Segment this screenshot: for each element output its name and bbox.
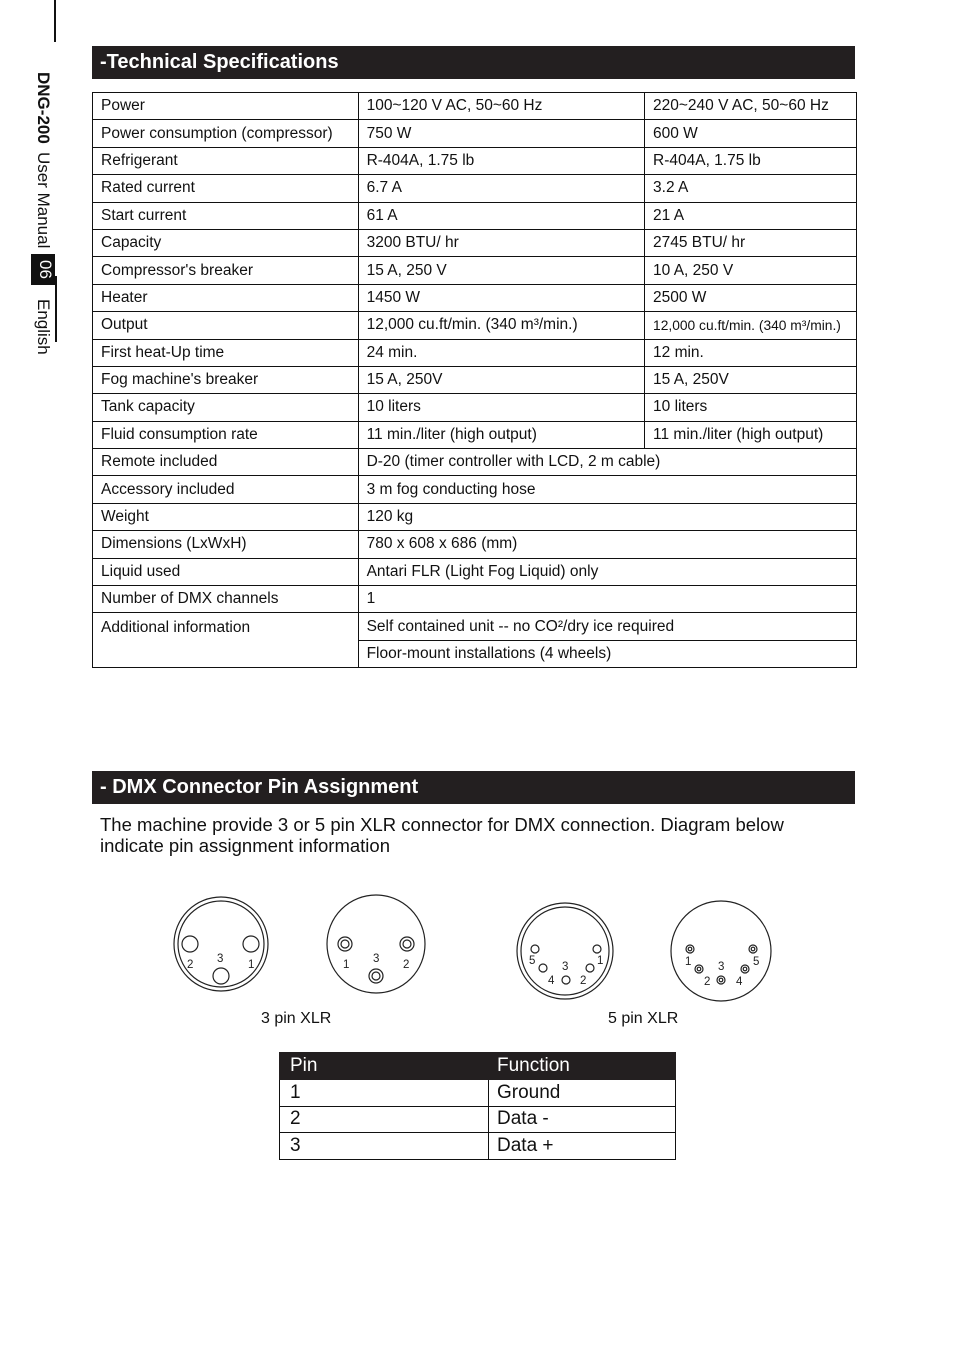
spec-value-cell: Floor-mount installations (4 wheels) — [358, 640, 856, 667]
spec-value-cell-220v: 220~240 V AC, 50~60 Hz — [645, 93, 857, 120]
side-divider — [55, 276, 57, 342]
table-row — [93, 366, 857, 393]
table-row — [93, 93, 857, 120]
xlr3-female-pin-label: 3 — [373, 953, 380, 965]
table-row — [93, 257, 857, 284]
spec-label-cell: Output — [93, 312, 359, 339]
spec-value-cell: Self contained unit -- no CO²/dry ice required — [358, 613, 856, 640]
dmx-intro-text: The machine provide 3 or 5 pin XLR connector for DMX connection. Diagram below indicate pin assignment information — [100, 814, 784, 856]
table-row — [93, 449, 857, 476]
spec-label-cell: Weight — [93, 503, 359, 530]
spec-value-cell-220v: 3.2 A — [645, 175, 857, 202]
spec-value-cell-220v: 10 liters — [645, 394, 857, 421]
xlr5-female-pin-label: 4 — [736, 976, 743, 988]
spec-value-cell-120v: 750 W — [358, 120, 644, 147]
xlr5-label: 5 pin XLR — [608, 1010, 679, 1027]
table-row — [93, 613, 857, 640]
spec-label-cell: Capacity — [93, 229, 359, 256]
xlr5-male-pin-label: 4 — [548, 975, 555, 987]
xlr3-male-pin-label: 2 — [187, 959, 194, 971]
xlr5-male-pin-label: 3 — [562, 961, 569, 973]
xlr5-female-pin-label: 3 — [718, 961, 725, 973]
spec-value-cell: 3 m fog conducting hose — [358, 476, 856, 503]
spec-value-cell-120v: 6.7 A — [358, 175, 644, 202]
language-label: English — [34, 299, 53, 355]
spec-value-cell-220v: 15 A, 250V — [645, 366, 857, 393]
table-row — [93, 284, 857, 311]
table-row — [93, 476, 857, 503]
table-row — [93, 312, 857, 339]
spec-value-cell-120v: 10 liters — [358, 394, 644, 421]
xlr5-female-pin-label: 2 — [704, 976, 711, 988]
spec-label-cell: Number of DMX channels — [93, 586, 359, 613]
spec-label-cell: Tank capacity — [93, 394, 359, 421]
spec-section-title: -Technical Specifications — [92, 46, 855, 79]
table-row — [93, 339, 857, 366]
spec-label-cell: Compressor's breaker — [93, 257, 359, 284]
table-row — [93, 202, 857, 229]
spec-value-cell: 780 x 608 x 686 (mm) — [358, 531, 856, 558]
xlr3-female-connector — [327, 895, 425, 993]
spec-label-cell: Refrigerant — [93, 147, 359, 174]
xlr3-male-pin-label: 1 — [248, 959, 255, 971]
spec-value-cell-120v: 24 min. — [358, 339, 644, 366]
table-row — [93, 175, 857, 202]
pin-assignment-table — [279, 1052, 676, 1160]
spec-value-cell-120v: 15 A, 250 V — [358, 257, 644, 284]
spec-value-cell-120v: 15 A, 250V — [358, 366, 644, 393]
pin-cell: 2 — [280, 1106, 489, 1133]
xlr3-male-connector — [174, 897, 268, 991]
table-row — [280, 1133, 676, 1160]
spec-value-cell-120v: 3200 BTU/ hr — [358, 229, 644, 256]
spec-label-cell: Accessory included — [93, 476, 359, 503]
dmx-section-title: - DMX Connector Pin Assignment — [92, 771, 855, 804]
spec-label-cell: Remote included — [93, 449, 359, 476]
spec-value-cell: 120 kg — [358, 503, 856, 530]
manual-label: User Manual — [34, 151, 53, 249]
spec-label-cell: Liquid used — [93, 558, 359, 585]
function-cell: Ground — [489, 1080, 676, 1107]
xlr5-female-pin-label: 5 — [753, 956, 760, 968]
spec-value-cell-120v: 12,000 cu.ft/min. (340 m³/min.) — [358, 312, 644, 339]
table-row — [93, 394, 857, 421]
spec-value-cell-220v: 2500 W — [645, 284, 857, 311]
xlr5-female-connector — [671, 901, 771, 1001]
xlr5-female-pin-label: 1 — [685, 956, 692, 968]
pin-table-header-row — [280, 1053, 676, 1080]
spec-value-cell-120v: 11 min./liter (high output) — [358, 421, 644, 448]
spec-label-cell: Heater — [93, 284, 359, 311]
spec-value-cell-220v: 2745 BTU/ hr — [645, 229, 857, 256]
pin-header: Pin — [280, 1053, 489, 1080]
spec-value-cell-120v: 100~120 V AC, 50~60 Hz — [358, 93, 644, 120]
spec-label-cell: Fluid consumption rate — [93, 421, 359, 448]
xlr5-male-pin-label: 1 — [597, 955, 604, 967]
table-row — [93, 120, 857, 147]
xlr3-female-pin-label: 1 — [343, 959, 350, 971]
spec-value-cell-120v: R-404A, 1.75 lb — [358, 147, 644, 174]
table-row — [93, 531, 857, 558]
xlr3-label: 3 pin XLR — [261, 1010, 332, 1027]
function-cell: Data - — [489, 1106, 676, 1133]
side-tab-frame — [30, 0, 56, 42]
spec-value-cell-120v: 61 A — [358, 202, 644, 229]
function-header: Function — [489, 1053, 676, 1080]
table-row — [280, 1106, 676, 1133]
xlr3-female-pin-label: 2 — [403, 959, 410, 971]
spec-value-cell: Antari FLR (Light Fog Liquid) only — [358, 558, 856, 585]
xlr5-male-pin-label: 5 — [529, 955, 536, 967]
table-row — [93, 421, 857, 448]
pin-cell: 1 — [280, 1080, 489, 1107]
table-row — [93, 586, 857, 613]
spec-value-cell-220v: 12,000 cu.ft/min. (340 m³/min.) — [645, 312, 857, 339]
table-row — [93, 503, 857, 530]
spec-value-cell-220v: 600 W — [645, 120, 857, 147]
xlr3-male-pin-label: 3 — [217, 953, 224, 965]
spec-value-cell: D-20 (timer controller with LCD, 2 m cable) — [358, 449, 856, 476]
spec-label-cell: Rated current — [93, 175, 359, 202]
spec-value-cell: 1 — [358, 586, 856, 613]
function-cell: Data + — [489, 1133, 676, 1160]
table-row — [93, 558, 857, 585]
spec-label-cell: Dimensions (LxWxH) — [93, 531, 359, 558]
spec-label-cell: Power consumption (compressor) — [93, 120, 359, 147]
pin-cell: 3 — [280, 1133, 489, 1160]
spec-value-cell-220v: 21 A — [645, 202, 857, 229]
table-row — [280, 1080, 676, 1107]
spec-value-cell-220v: 11 min./liter (high output) — [645, 421, 857, 448]
spec-label-cell: Power — [93, 93, 359, 120]
spec-value-cell-220v: 12 min. — [645, 339, 857, 366]
xlr5-male-pin-label: 2 — [580, 975, 587, 987]
spec-label-cell: First heat-Up time — [93, 339, 359, 366]
table-row — [93, 229, 857, 256]
spec-value-cell-220v: R-404A, 1.75 lb — [645, 147, 857, 174]
spec-value-cell-220v: 10 A, 250 V — [645, 257, 857, 284]
spec-value-cell-120v: 1450 W — [358, 284, 644, 311]
page-number: 06 — [31, 254, 55, 285]
spec-label-cell: Start current — [93, 202, 359, 229]
xlr-connector-diagram — [160, 885, 800, 1010]
xlr5-male-connector — [517, 903, 613, 999]
side-tab — [31, 72, 55, 355]
table-row — [93, 147, 857, 174]
spec-label-cell: Additional information — [93, 613, 359, 668]
spec-label-cell: Fog machine's breaker — [93, 366, 359, 393]
model-name: DNG-200 — [34, 72, 53, 144]
spec-table — [92, 92, 857, 668]
